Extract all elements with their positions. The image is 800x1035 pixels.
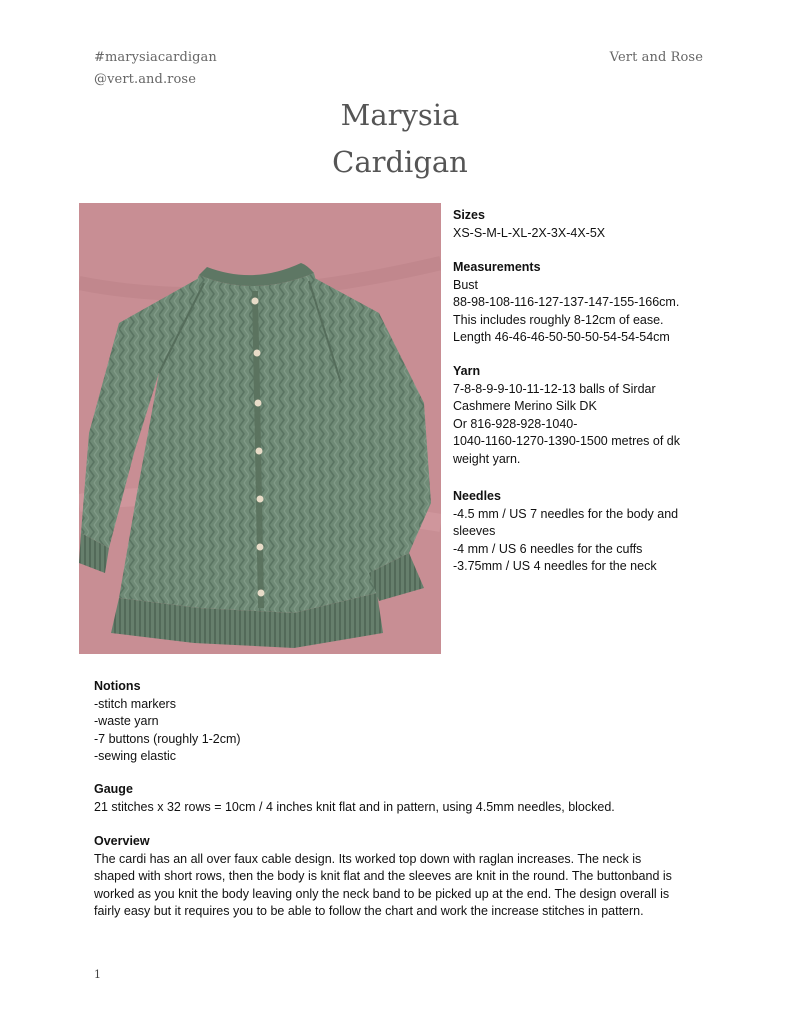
needles-heading: Needles [453,489,501,503]
needles-line: sleeves [453,524,496,538]
sizes-section [453,207,713,242]
measurements-line: Length 46-46-46-50-50-50-54-54-54cm [453,330,670,344]
notions-line: -waste yarn [94,714,159,728]
yarn-line: weight yarn. [453,451,521,466]
cardigan-illustration [79,203,441,654]
measurements-line: This includes roughly 8-12cm of ease. [453,312,664,327]
needles-line: -3.75mm / US 4 needles for the neck [453,559,657,573]
overview-line: fairly easy but it requires you to be able to follow the chart and work the increase stitches in pattern. [94,904,644,918]
button [254,350,261,357]
overview-line: shaped with short rows, then the body is knit flat and the sleeves are knit in the round. The buttonband is [94,869,672,883]
notions-line: -7 buttons (roughly 1-2cm) [94,731,241,746]
yarn-line: 7-8-8-9-9-10-11-12-13 balls of Sirdar [453,381,656,396]
measurements-section [453,259,713,347]
button [252,298,259,305]
overview-section [94,833,714,921]
yarn-heading: Yarn [453,364,481,378]
overview-heading: Overview [94,834,150,848]
needles-line: -4 mm / US 6 needles for the cuffs [453,541,643,556]
cardigan-photo [79,203,441,654]
sizes-heading: Sizes [453,208,485,222]
yarn-section [453,363,713,468]
gauge-heading: Gauge [94,782,133,796]
gauge-section [94,781,714,816]
button [257,544,264,551]
needles-section [453,488,713,576]
page-title-line1: Marysia [340,98,460,132]
sizes-line: XS-S-M-L-XL-2X-3X-4X-5X [453,225,606,240]
button [257,496,264,503]
notions-line: -sewing elastic [94,749,176,763]
needles-line: -4.5 mm / US 7 needles for the body and [453,506,679,521]
measurements-line: 88-98-108-116-127-137-147-155-166cm. [453,295,680,309]
button [255,400,262,407]
overview-line: The cardi has an all over faux cable design. Its worked top down with raglan increases. The neck is [94,851,642,866]
gauge-line: 21 stitches x 32 rows = 10cm / 4 inches knit flat and in pattern, using 4.5mm needles, blocked. [94,799,615,814]
yarn-line: 1040-1160-1270-1390-1500 metres of dk [453,434,681,448]
notions-heading: Notions [94,679,141,693]
overview-line: worked as you knit the body leaving only the neck band to be picked up at the end. The design overall is [94,886,670,901]
header-brand: Vert and Rose [609,50,703,65]
yarn-line: Cashmere Merino Silk DK [453,399,597,413]
notions-line: -stitch markers [94,696,176,711]
header-hashtag: #marysiacardigan [94,50,217,65]
measurements-line: Bust [453,277,479,292]
notions-section [94,678,714,766]
header-handle: @vert.and.rose [94,72,196,87]
measurements-heading: Measurements [453,260,541,274]
yarn-line: Or 816-928-928-1040- [453,416,578,431]
button [256,448,263,455]
button [258,590,265,597]
page-title-line2: Cardigan [332,145,468,179]
page-number: 1 [94,968,101,981]
